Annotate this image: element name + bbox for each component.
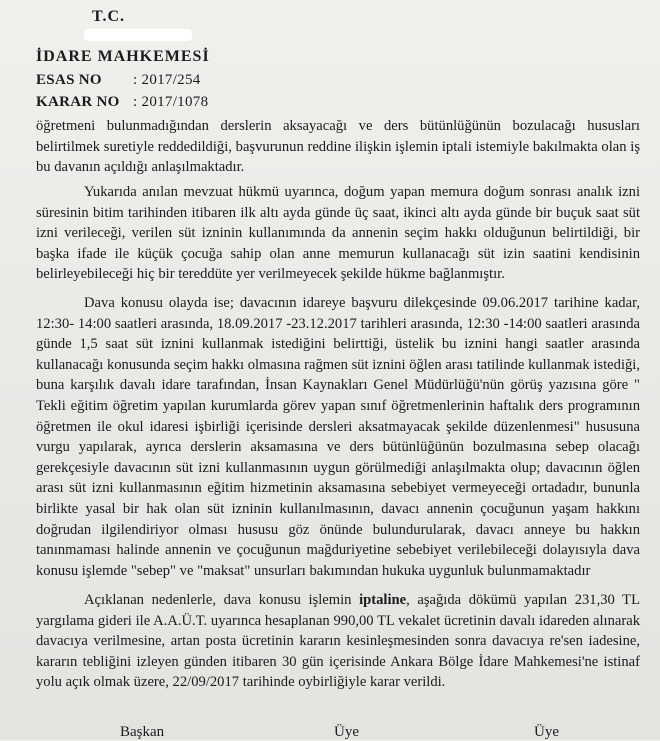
judgment-text-end: , aşağıda dökümü yapılan 231,30 TL yargılama gideri ile A.A.Ü.T. uyarınca hesaplanan 990,00 TL vekalet ücretinin davalı idareden alınarak davacıya verilmesine, artan posta ücretinin kararın kesinleşmesinden sonra davacıya re'sen iadesine, kararın tebliğini izleyen günden itibaren 30 gün içerisinde Ankara Bölge İdare Mahkemesi'ne istinaf yolu açık olmak üzere, 22/09/2017 tarihinde oybirliğiyle karar verildi.	[36, 592, 641, 691]
signature-president: Başkan	[120, 724, 165, 740]
judgment-text-start: Açıklanan nedenlerle, dava konusu işlemin	[84, 592, 360, 608]
signature-member-1: Üye	[334, 724, 359, 740]
redacted-court-city	[84, 29, 192, 41]
signature-member-2: Üye	[534, 724, 559, 740]
esas-value: : 2017/254	[133, 72, 201, 88]
court-name: İDARE MAHKEMESİ	[36, 48, 210, 65]
paragraph-intro: öğretmeni bulunmadığından derslerin aksayacağı ve ders bütünlüğünün bozulacağı hususları belirtilmek suretiyle reddedildiği, başvurunun reddine ilişkin işlemin iptali istemiyle bakılmakta olan iş bu davanın açıldığı anlaşılmaktadır.	[36, 118, 640, 176]
republic-header: T.C.	[92, 8, 126, 25]
karar-label: KARAR NO	[36, 94, 120, 110]
paragraph-case-facts: Dava konusu olayda ise; davacının idareye başvuru dilekçesinde 09.06.2017 tarihine kadar, 12:30- 14:00 saatleri arasında, 18.09.2017 -23.12.2017 tarihleri arasında, 12:30 -14:00 saatleri arasında günde 1,5 saat süt iznini kullanmak istediğini belirttiği, üstelik bu iznini hangi saatler arasında kullanacağı konusunda seçim hakkı olmasına rağmen süt iznini öğlen arası tatilinde kullanmak istediği, buna karşılık davalı idare tarafından, İnsan Kaynakları Genel Müdürlüğü'nün görüş yazısına göre " Tekli eğitim öğretim yapılan kurumlarda görev yapan sınıf öğretmenlerinin haftalık ders programının öğretmen ile okul idaresi işbirliği içerisinde dersleri aksatmayacak şekilde düzenlenmesi" hususuna vurgu yapılarak, ayrıca derslerin aksamasına ve ders bütünlüğünün bozulmasına sebep olacağı gerekçesiyle davacının süt izni kullanmasının uygun görülmediği anlaşılmakta olup; davacının öğlen arası süt izni kullanmasının eğitim hizmetinin aksamasına sebebiyet vermeyeceği ortadadır, bununla birlikte yasal bir hak olan süt izninin kullanılmasının, davacı annenin çocuğunun yaşam hakkını doğrudan ilgilendiriyor olması hususu göz önünde bulundurularak, davacı anneye bu hakkın tanınmaması halinde annenin ve çocuğunun mağduriyetine sebebiyet verilebileceği dolayısıyla dava konusu işlemde "sebep" ve "maksat" unsurları bakımından hukuka uygunluk bulunmamaktadır	[36, 295, 640, 579]
judgment-emphasis: iptaline	[359, 592, 407, 608]
paragraph-legal-basis: Yukarıda anılan mevzuat hükmü uyarınca, doğum yapan memura doğum sonrası analık izni süresinin bitim tarihinden itibaren ilk altı ayda günde üç saat, ikinci altı ayda günde bir buçuk saat süt izni verileceği, verilen süt izninin kullanımında da annenin seçim hakkı olduğunun belirtildiği, bir başka ifade ile küçük çocuğa sahip olan anne memurun kullanacağı süt izin saatini kendisinin belirleyebileceği hiç bir tereddüte yer verilmeyecek şekilde hükme bağlanmıştır.	[36, 184, 640, 283]
karar-value: : 2017/1078	[133, 94, 209, 110]
esas-label: ESAS NO	[36, 72, 102, 88]
paragraph-judgment	[36, 590, 640, 693]
